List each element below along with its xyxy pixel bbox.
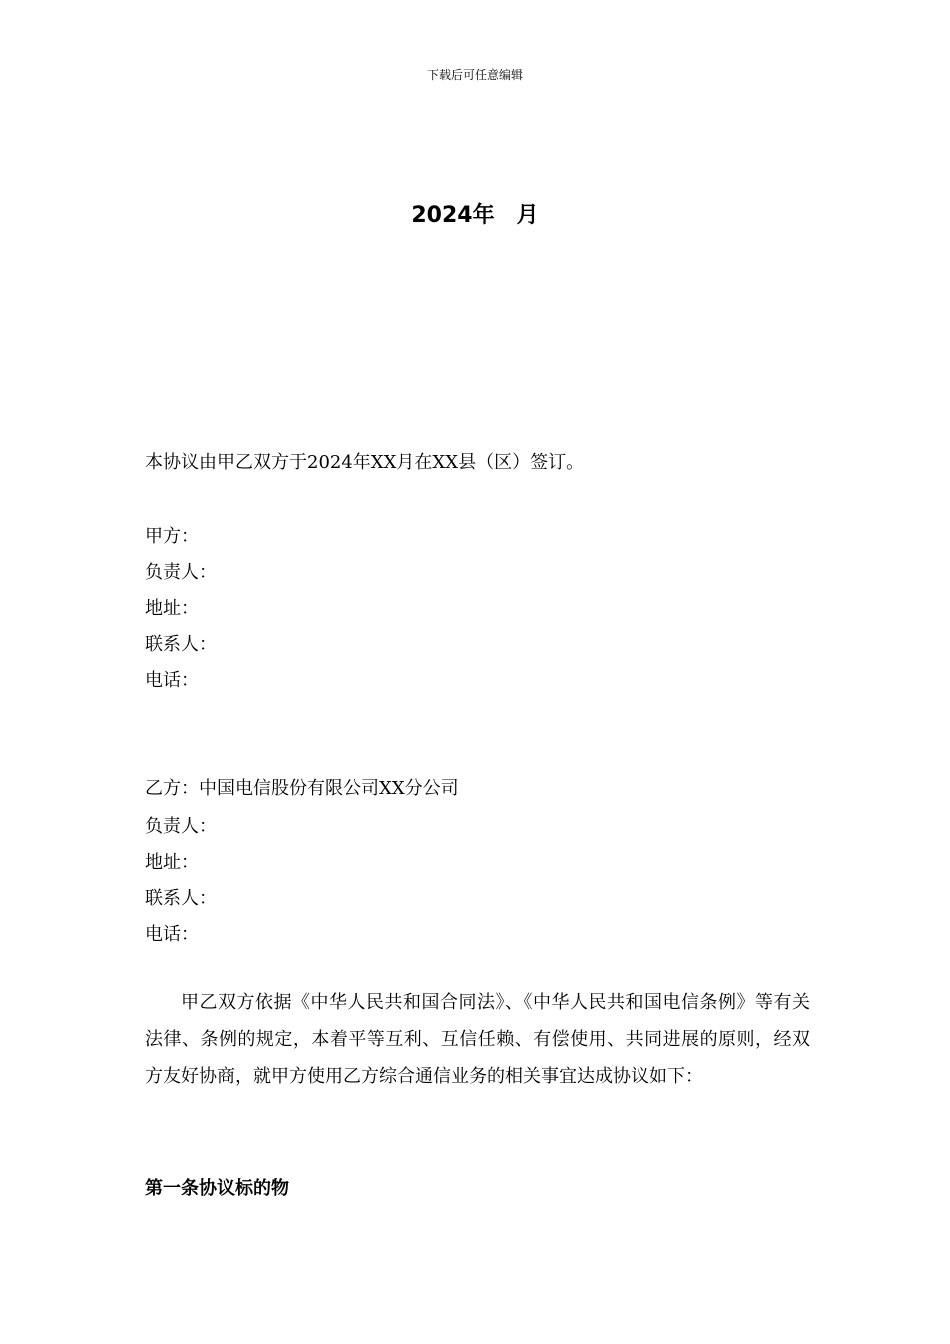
section-1-heading: 第一条协议标的物 bbox=[145, 1178, 289, 1199]
party-b-contact: 联系人： bbox=[145, 888, 217, 909]
party-b-address: 地址： bbox=[145, 852, 199, 873]
document-title: 2024年 月 bbox=[411, 203, 539, 228]
party-b-phone: 电话： bbox=[145, 924, 199, 945]
party-a-label: 甲方： bbox=[145, 526, 199, 547]
party-a-responsible: 负责人： bbox=[145, 562, 217, 583]
party-a-phone: 电话： bbox=[145, 670, 199, 691]
preamble-paragraph: 甲乙双方依据《中华人民共和国合同法》、《中华人民共和国电信条例》等有关法律、条例的规定，本着平等互利、互信任赖、有偿使用、共同进展的原则，经双方友好协商，就甲方使用乙方综合通信业务的相关事宜达成协议如下： bbox=[145, 992, 810, 1087]
party-a-address: 地址： bbox=[145, 598, 199, 619]
page-header: 下载后可任意编辑 bbox=[426, 68, 523, 82]
party-b-label: 乙方：中国电信股份有限公司XX分公司 bbox=[145, 778, 459, 799]
party-a-contact: 联系人： bbox=[145, 634, 217, 655]
party-b-responsible: 负责人： bbox=[145, 816, 217, 837]
intro-line: 本协议由甲乙双方于2024年XX月在XX县（区）签订。 bbox=[145, 452, 585, 473]
